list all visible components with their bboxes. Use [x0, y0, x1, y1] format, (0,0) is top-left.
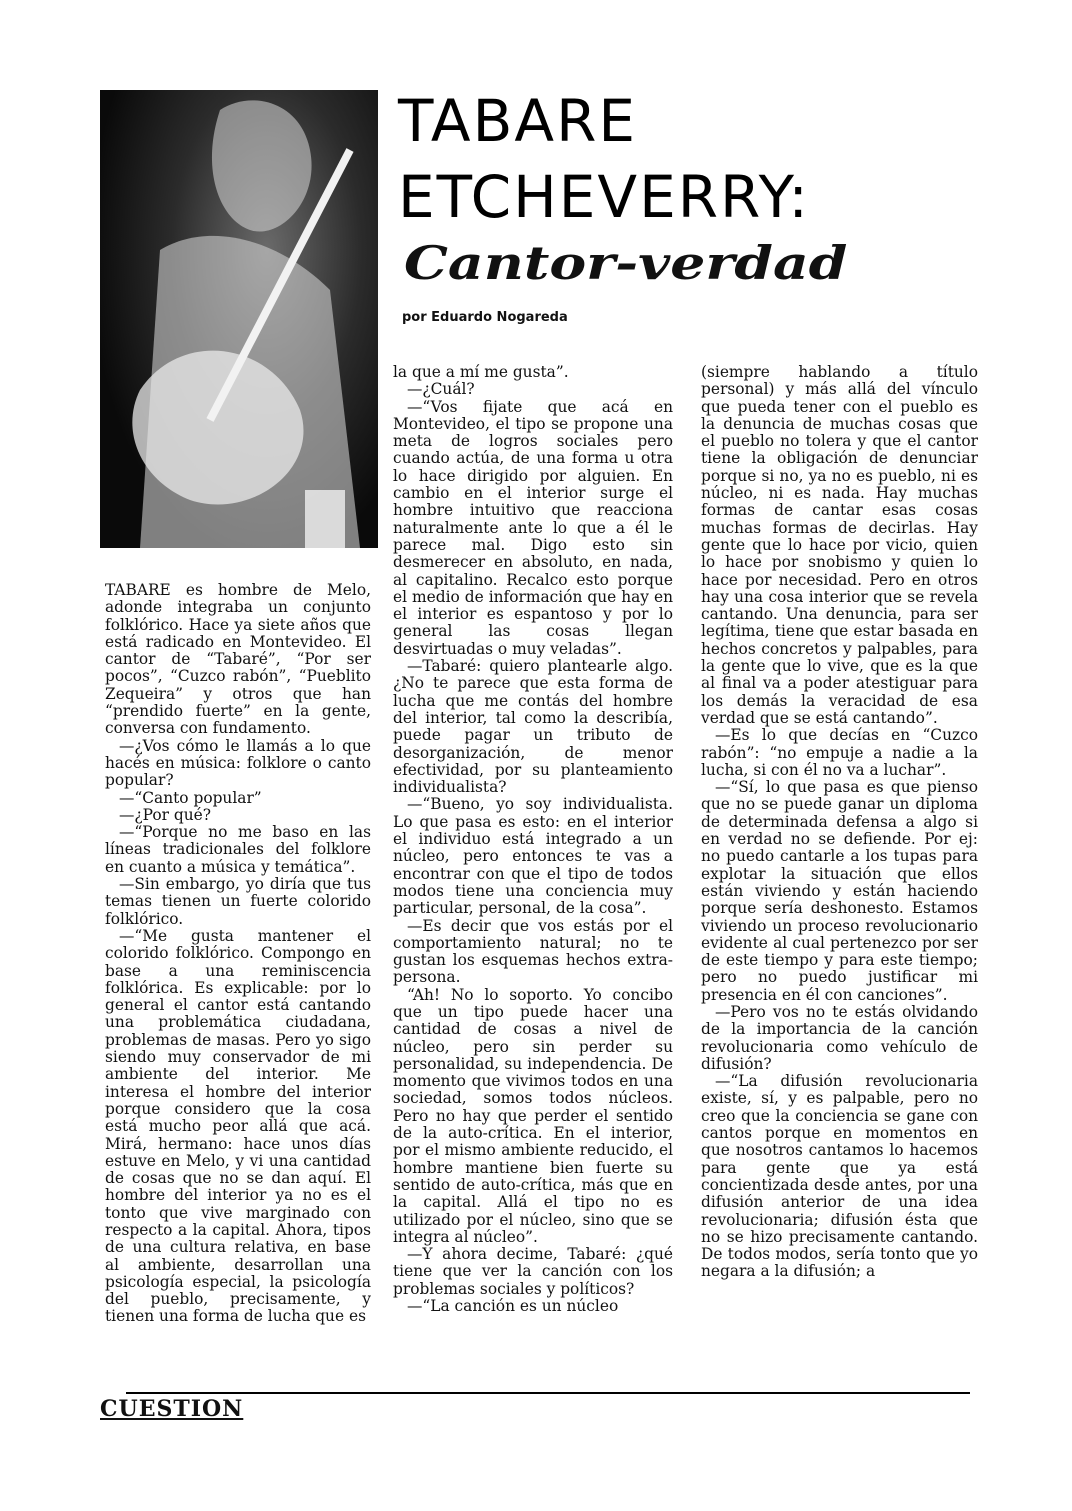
- paragraph: —“Porque no me baso en las líneas tradicionales del folklore en cuanto a música y temática”.: [105, 823, 371, 876]
- paragraph: —Sin embargo, yo diría que tus temas tienen un fuerte colorido folklórico.: [105, 875, 371, 928]
- article-title-line2: ETCHEVERRY:: [398, 163, 810, 231]
- paragraph: —¿Vos cómo le llamás a lo que hacés en música: folklore o canto popular?: [105, 736, 371, 790]
- article-title-line1: TABARE: [398, 87, 638, 155]
- paragraph: —Pero vos no te estás olvidando de la importancia de la canción revolucionaria como vehículo de difusión?: [701, 1002, 978, 1073]
- guitarist-silhouette: [100, 90, 378, 548]
- article-subtitle: Cantor-verdad: [404, 236, 848, 290]
- paragraph: la que a mí me gusta”.: [393, 364, 569, 381]
- text-column-3: [701, 364, 978, 1390]
- paragraph: “Ah! No lo soporto. Yo concibo que un tipo puede hacer una cantidad de cosas a nivel de núcleo, pero sin perder su personalidad, su independencia. De momento que vivimos todos en una sociedad, somos todos núcleos. Pero no hay que perder el sentido de la auto-crítica. En el interior, por el mismo ambiente reducido, el hombre mantiene bien fuerte su sentido de auto-crítica, más que en la capital. Allá el tipo no es utilizado por el núcleo, sino que se integra al núcleo”.: [393, 985, 673, 1246]
- paragraph: —“Me gusta mantener el colorido folklórico. Compongo en base a una reminiscencia folklórica. Es explicable: por lo general el cantor está cantando una problemática ciudadana, problemas de masas. Pero yo sigo siendo muy conservador de mi ambiente del interior. Me interesa el hombre del interior porque considero que la cosa está mucho peor allá que acá. Mirá, hermano: hace unos días estuve en Melo, y vi una cantidad de cosas que no se dan aquí. El hombre del interior ya no es el tonto que vive marginado con respecto a la capital. Ahora, tipos de una cultura relativa, en base al ambiente, desarrollan una psicología especial, la psicología del pueblo, precisamente, y tienen una forma de lucha que es: [105, 926, 371, 1326]
- paragraph: —“La canción es un núcleo: [407, 1297, 619, 1316]
- paragraph: —“La difusión revolucionaria existe, sí, y es palpable, pero no creo que la conciencia se gane con cantos porque en momentos en que nosotros cantamos lo hacemos para gente que ya está concientizada desde antes, por una difusión anterior de una idea revolucionaria; difusión ésta que no se hizo precisamente cantando. De todos modos, sería tonto que yo negara a la difusión; a: [701, 1072, 978, 1281]
- paragraph: TABARE es hombre de Melo, adonde integraba un conjunto folklórico. Hace ya siete años que está radicado en Montevideo. El cantor de “Tabaré”, “Por ser pocos”, “Cuzco rabón”, “Pueblito Zequeira” y otros que han “prendido fuerte” en la gente, conversa con fundamento.: [105, 582, 371, 738]
- text-column-1: [105, 582, 371, 1387]
- paragraph: —Es decir que vos estás por el comportamiento natural; no te gustan los esquemas hechos extra-persona.: [393, 916, 673, 987]
- performer-photo: [100, 90, 378, 548]
- footer-rule: [126, 1392, 970, 1394]
- paragraph: —¿Cuál?: [407, 380, 475, 399]
- text-column-2: [393, 364, 673, 1390]
- paragraph: —¿Por qué?: [119, 805, 212, 824]
- paragraph: (siempre hablando a título personal) y más allá del vínculo que pueda tener con el pueblo es la denuncia de muchas cosas que el pueblo no tolera y que el cantor tiene la obligación de denunciar porque si no, ya no es pueblo, ni es núcleo, ni es nada. Hay muchas formas de cantar esas cosas muchas formas de decirlas. Hay gente que lo hace por vicio, quien lo hace por snobismo y quien lo hace por necesidad. Pero en otros hay una cosa interior que se revela cantando. Una denuncia, para ser legítima, tiene que estar basada en hechos concretos y palpables, para la gente que lo vive, que es la que al final va a poder atestiguar para los demás la veracidad de esa verdad que se está cantando”.: [701, 364, 978, 727]
- magazine-name: CUESTION: [100, 1396, 244, 1422]
- paragraph: —“Vos fijate que acá en Montevideo, el tipo se propone una meta de logros sociales pero cuando actúa, de una forma u otra lo hace dirigido por alguien. En cambio en el interior surge el hombre intuitivo que reacciona naturalmente ante lo que a él le parece mal. Digo esto sin desmerecer en absoluto, en nada, al capitalino. Recalco esto porque el medio de información que hay en el interior es espantoso y por lo general las cosas llegan desvirtuadas o muy veladas”.: [393, 397, 673, 658]
- paragraph: —Tabaré: quiero plantearle algo. ¿No te parece que esta forma de lucha que me contás del hombre del interior, tal como la describía, puede pagar un tributo de desorganización, de menor efectividad, por su planteamiento individualista?: [393, 657, 673, 797]
- paragraph: —Y ahora decime, Tabaré: ¿qué tiene que ver la canción con los problemas sociales y políticos?: [393, 1245, 673, 1298]
- paragraph: —“Canto popular”: [119, 788, 262, 807]
- article-byline: por Eduardo Nogareda: [402, 310, 568, 325]
- paragraph: —“Bueno, yo soy individualista. Lo que pasa es esto: en el interior el individuo está integrado a un núcleo, pero entonces te vas a encontrar con que el tipo de todos modos tiene una conciencia muy particular, personal, de la cosa”.: [393, 795, 673, 918]
- paragraph: —Es lo que decías en “Cuzco rabón”: “no empuje a nadie a la lucha, si con él no va a luchar”.: [701, 726, 978, 779]
- paragraph: —“Sí, lo que pasa es que pienso que no se puede ganar un diploma de determinada defensa a algo si en verdad no se defiende. Por ej: no puedo cantarle a los tupas para explotar la situación que ellos están viviendo y están haciendo porque sería deshonesto. Estamos viviendo un proceso revolucionario evidente al cual pertenezco por ser de este tiempo y para este tiempo; pero no puedo justificar mi presencia en él con canciones”.: [701, 778, 978, 1004]
